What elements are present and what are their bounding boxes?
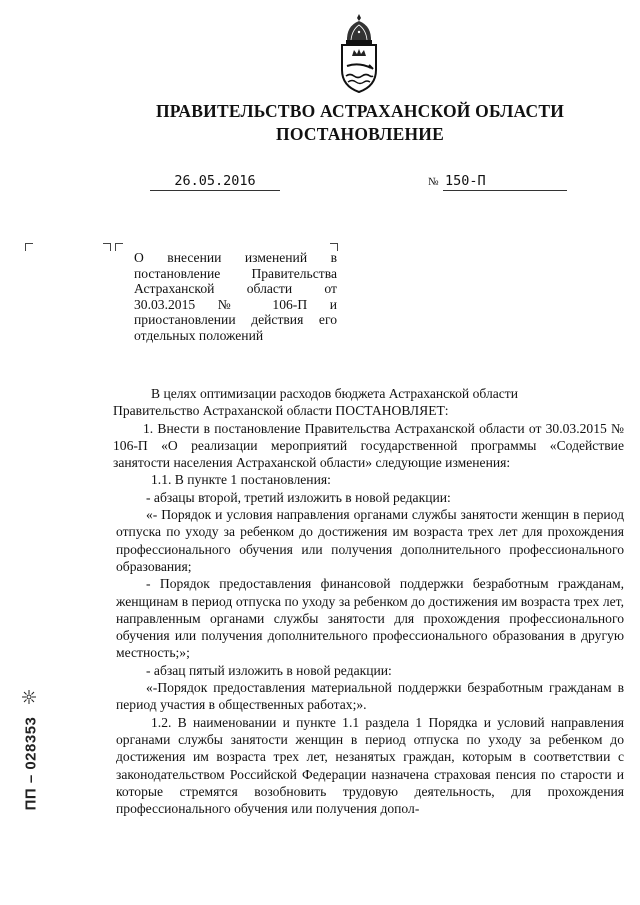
serial-number: ПП – 028353 xyxy=(22,716,40,811)
body-paragraph: «-Порядок предоставления материальной поддержки безработным гражданам в период участия в общественных работах;». xyxy=(116,680,624,713)
government-title: ПРАВИТЕЛЬСТВО АСТРАХАНСКОЙ ОБЛАСТИ xyxy=(155,101,565,121)
document-type: ПОСТАНОВЛЕНИЕ xyxy=(276,124,444,144)
document-subject: О внесении изменений в постановление Правительства Астраханской области от 30.03.2015 № 106-П и приостановлении действия его отдельных положений xyxy=(134,250,337,343)
body-paragraph: В целях оптимизации расходов бюджета Астраханской области xyxy=(151,386,519,401)
serial-stamp xyxy=(6,660,52,860)
body-paragraph: 1.1. В пункте 1 постановления: xyxy=(151,472,331,488)
body-paragraph: - абзацы второй, третий изложить в новой редакции: xyxy=(146,489,451,505)
number-sign: № xyxy=(428,176,439,188)
corner-mark xyxy=(103,243,111,251)
body-paragraph: Правительство Астраханской области ПОСТАНОВЛЯЕТ: xyxy=(113,403,449,419)
body-paragraph: 1. Внести в постановление Правительства Астраханской области от 30.03.2015 № 106-П «О реализации мероприятий государственной программы «Содействие занятости населения Астраханской области» следующие изменения: xyxy=(113,420,624,471)
corner-mark xyxy=(25,243,33,251)
body-paragraph: - абзац пятый изложить в новой редакции: xyxy=(146,662,392,678)
coat-of-arms-icon xyxy=(334,12,384,96)
body-paragraph: - Порядок предоставления финансовой поддержки безработным гражданам, женщинам в период отпуска по уходу за ребенком до достижения им возраста трех лет, направленным органами службы занятости для прохождения профессионального обучения или получения дополнительного профессионального образования в другую местность;»; xyxy=(116,576,624,661)
body-paragraph: 1.2. В наименовании и пункте 1.1 раздела 1 Порядка и условий направления органами службы занятости женщин в период отпуска по уходу за ребенком до достижения им возраста трех лет, незанятых граждан, которым в соответствии с законодательством Российской Федерации назначена страховая пенсия по старости и которые стремятся возобновить трудовую деятельность, для прохождения профессионального обучения или получения допол- xyxy=(116,714,624,817)
body-paragraph: «- Порядок и условия направления органами службы занятости женщин в период отпуска по уходу за ребенком до достижения им возраста трех лет для прохождения профессионального обучения или получения дополнительного профессионального образования; xyxy=(116,507,624,574)
document-body xyxy=(113,385,624,817)
document-number: 150-П xyxy=(443,173,567,191)
corner-mark xyxy=(115,243,123,251)
document-date: 26.05.2016 xyxy=(150,173,280,191)
